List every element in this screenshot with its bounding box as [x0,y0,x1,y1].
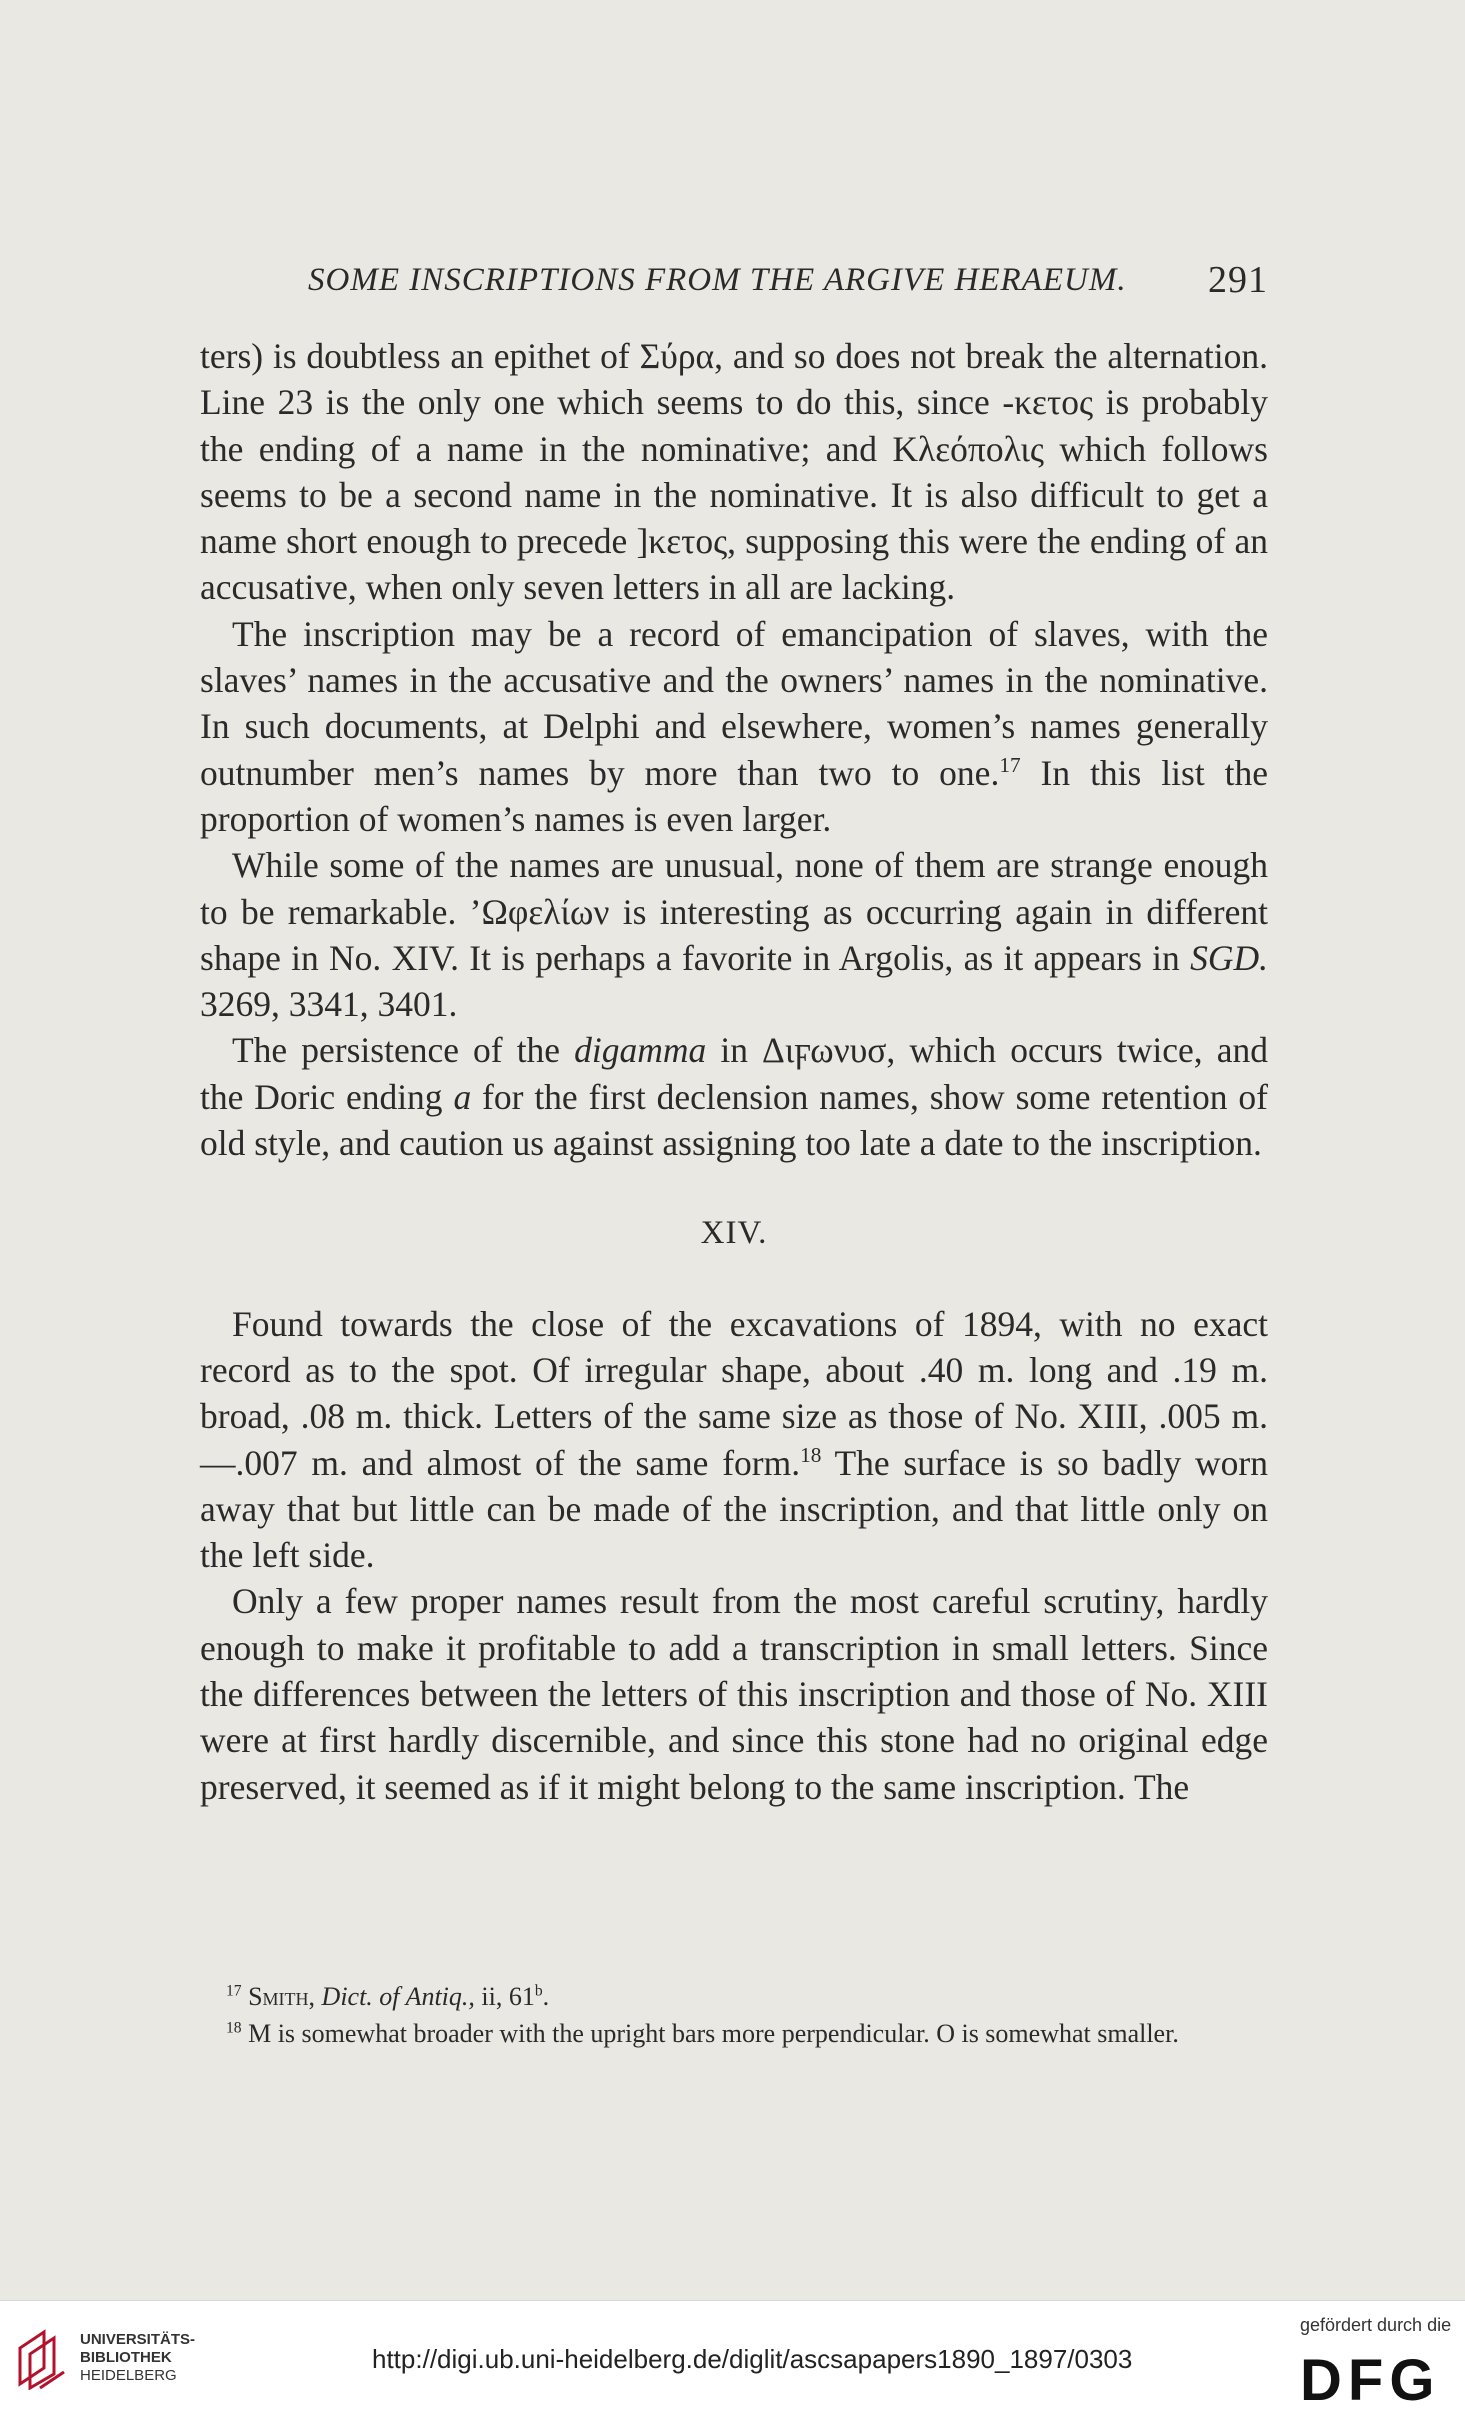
body-text [200,333,1268,1810]
running-title: SOME INSCRIPTIONS FROM THE ARGIVE HERAEUM. [308,262,1127,298]
paragraph-text: The persistence of the [232,1030,575,1071]
paragraph-text: The inscription may be a record of emancipation of slaves, with the slaves’ names in the accusative and the owners’ names in the nominative. In such documents, at Delphi and elsewhere, women’s names generally outnumber men’s names by more than two to one. [200,613,1268,793]
paragraph [200,1301,1268,1579]
paragraph-text: In this list the proportion of women’s names is even larger. [200,752,1268,839]
paragraph-text: in Διϝωνυσ, which occurs twice, and the Doric ending [200,1030,1268,1117]
paragraph: Only a few proper names result from the most careful scrutiny, hardly enough to make it profitable to add a transcription in small letters. Since the differences between the letters of this inscription and those of No. XIII were at first hardly discernible, and since this stone had no original edge preserved, it seemed as if it might belong to the same inscription. The [200,1581,1268,1807]
italic-abbrev: SGD. [1190,937,1268,978]
library-line: BIBLIOTHEK [80,2349,172,2366]
italic-term: digamma [574,1030,707,1071]
italic-term: a [453,1076,472,1117]
paragraph-text: for the first declension names, show some retention of old style, and caution us against assigning too late a date to the inscription. [200,1076,1268,1164]
footnote-number: 17 [226,1982,242,2000]
footnote-18 [200,2015,1268,2052]
section-heading: XIV. [700,1215,768,1252]
paragraph [200,842,1268,1027]
library-name [80,2331,195,2385]
viewer-footer [0,2300,1465,2414]
page-header [308,258,1268,308]
footnote-17 [200,1978,1268,2015]
footnote-superscript: b [534,1982,543,2000]
footnote-ref-18[interactable]: 18 [800,1442,822,1467]
footnote-ref-17[interactable]: 17 [999,752,1021,777]
paragraph [200,611,1268,842]
footnote-number: 18 [226,2019,242,2037]
paragraph-text: 3269, 3341, 3401. [200,984,458,1025]
library-line: HEIDELBERG [80,2367,177,2384]
footnotes [200,1978,1268,2052]
dfg-logo: DFG [1300,2348,1441,2413]
footnote-title: Dict. of Antiq., [321,1982,475,2011]
library-logo-icon [14,2326,70,2390]
page-number: 291 [1208,259,1268,301]
library-line: UNIVERSITÄTS- [80,2331,196,2348]
paragraph-text: Found towards the close of the excavations of 1894, with no exact record as to the spot. Of irregular shape, about .40 m. long and .19 m. broad, .08 m. thick. Letters of the same size as those of No. XIII, .005 m.—.007 m. and almost of the same form. [200,1303,1268,1483]
paragraph-text: While some of the names are unusual, none of them are strange enough to be remarkable. ’Ωφελίων is interesting as occurring again in different shape in No. XIV. It is perhaps a favorite in Argolis, as it appears in [200,845,1268,978]
paragraph [200,1027,1268,1166]
funder-label: gefördert durch die [1300,2315,1452,2335]
footnote-author: Smith, [248,1982,316,2011]
footnote-text: ii, 61 [481,1982,535,2011]
permalink-url[interactable]: http://digi.ub.uni-heidelberg.de/diglit/ascsapapers1890_1897/0303 [372,2344,1133,2374]
footnote-text: M is somewhat broader with the upright bars more perpendicular. O is somewhat smaller. [248,2019,1179,2048]
footnote-text: . [542,1982,550,2011]
paragraph-text: The surface is so badly worn away that but little can be made of the inscription, and that little only on the left side. [200,1442,1268,1576]
paragraph-continued: ters) is doubtless an epithet of Σύρα, and so does not break the alternation. Line 23 is the only one which seems to do this, since -κετος is probably the ending of a name in the nominative; and Κλεόπολις which follows seems to be a second name in the nominative. It is also difficult to get a name short enough to precede ]κετος, supposing this were the ending of an accusative, when only seven letters in all are lacking. [200,336,1268,608]
